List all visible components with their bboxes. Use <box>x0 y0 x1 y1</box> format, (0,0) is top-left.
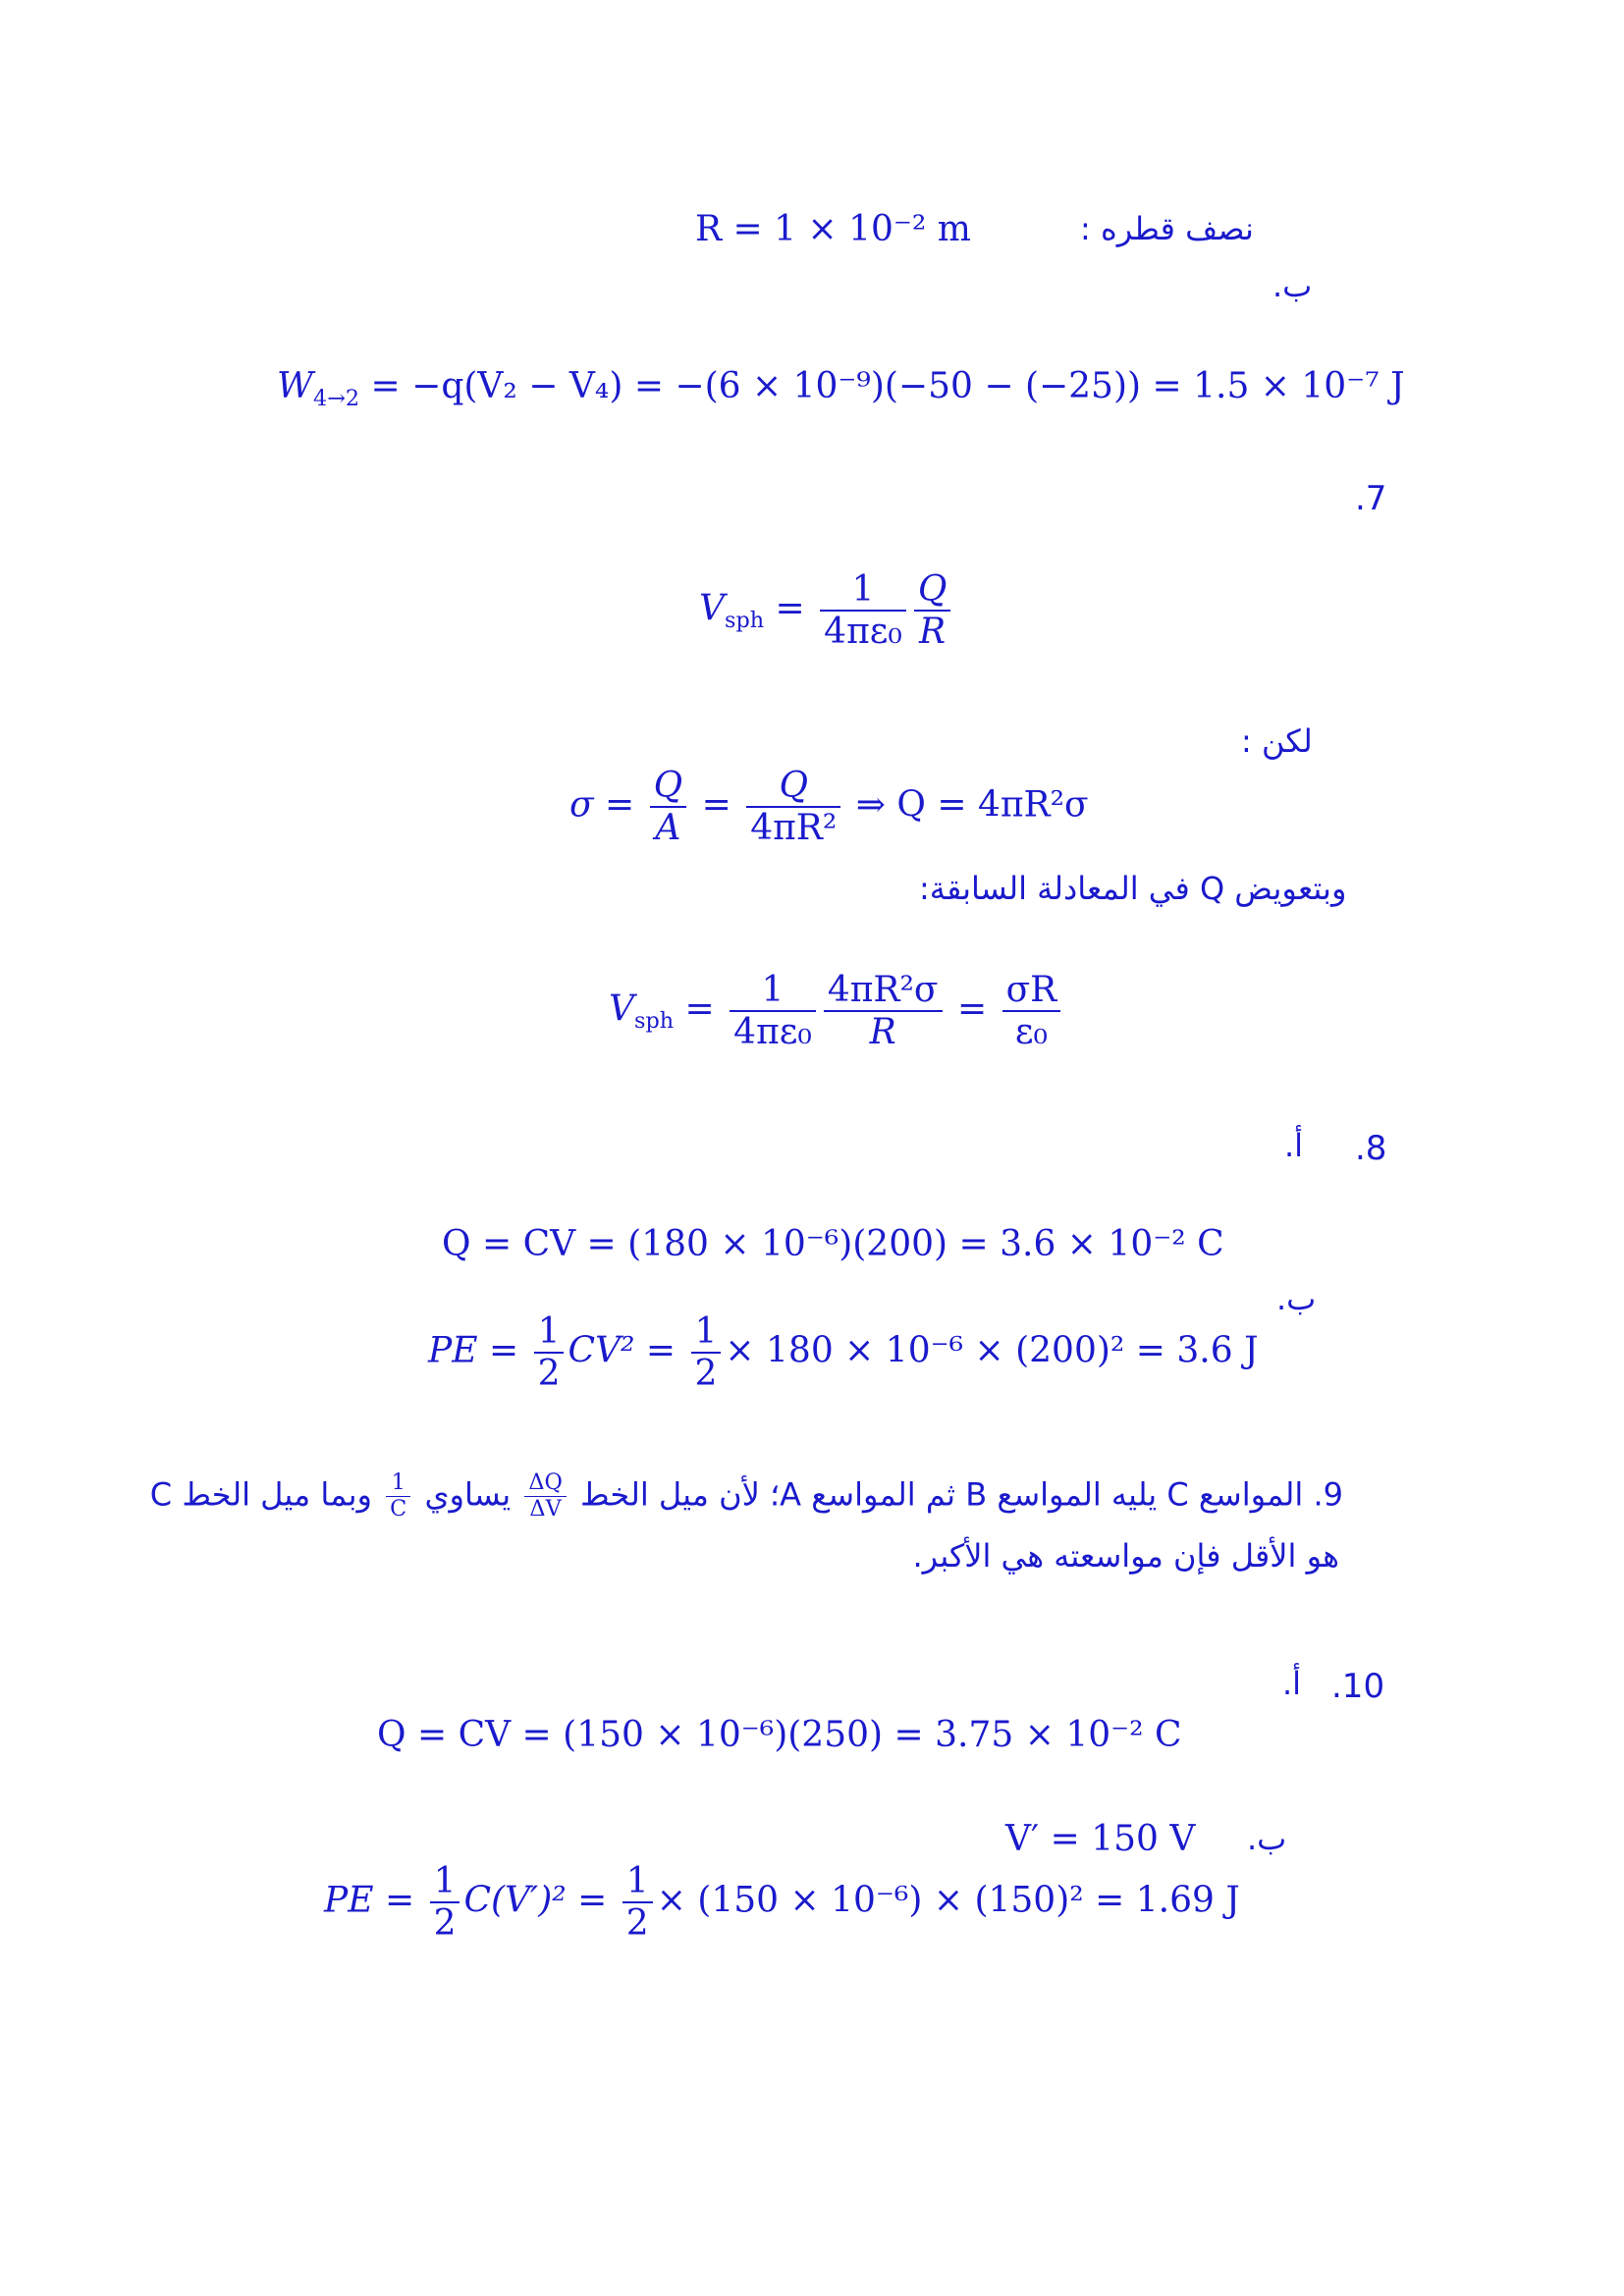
question-8-number: .8 <box>1355 1129 1387 1168</box>
q10-part-a-label: أ. <box>1282 1665 1302 1702</box>
q10-part-b-label: ب. <box>1247 1820 1287 1857</box>
q8-part-a-label: أ. <box>1284 1127 1304 1164</box>
question-10-number: .10 <box>1331 1667 1385 1706</box>
sigma-equation: σ = $\frac{Q}{A}$ = $\frac{Q}{\text{4πR²}}$ ⇒ Q = 4πR²σ <box>569 766 1089 849</box>
vsph-equation-2: $V_{sph}$ = $\frac{1}{\text{4πε₀}}$ $\frac{\text{4πR²σ}}{R}$ = $\frac{\sigma R}{\text{ε₀}}$ <box>609 970 1064 1053</box>
vsph-equation-1: $V_{sph}$ = $\frac{1}{\text{4πε₀}}$ $\frac{Q}{R}$ <box>699 569 954 653</box>
substitute-label: وبتعويض Q في المعادلة السابقة: <box>919 870 1347 907</box>
but-label: لكن : <box>1241 722 1313 760</box>
work-equation: $W_{4\to 2} = -q(V_2 - V_4) = -(6 \times 10^{-9})(-50 - (-25)) = 1.5 \times 10^{-7}$ J <box>277 366 1405 411</box>
radius-equation: R = 1 × 10⁻² m <box>695 209 971 249</box>
q8-part-b-label: ب. <box>1276 1280 1317 1317</box>
q10-charge-equation: Q = CV = (150 × 10⁻⁶)(250) = 3.75 × 10⁻² C <box>377 1715 1182 1755</box>
part-b-label: ب. <box>1272 267 1313 304</box>
q8-charge-equation: Q = CV = (180 × 10⁻⁶)(200) = 3.6 × 10⁻² C <box>442 1224 1224 1264</box>
q8-energy-equation: PE = $\frac{1}{2}$ CV² = $\frac{1}{2}$ × 180 × 10⁻⁶ × (200)² = 3.6 J <box>428 1311 1259 1395</box>
question-7-number: .7 <box>1355 479 1387 518</box>
q10-voltage-equation: V′ = 150 V <box>1005 1819 1196 1859</box>
radius-label: نصف قطره : <box>1080 210 1254 247</box>
q10-energy-equation: PE = $\frac{1}{2}$ C(V′)² = $\frac{1}{2}$ × (150 × 10⁻⁶) × (150)² = 1.69 J <box>324 1861 1240 1945</box>
q9-line-1: 9. المواسع C يليه المواسع B ثم المواسع A؛ لأن ميل الخط $\frac{\Delta Q}{\Delta V}$ يساوي $\frac{1}{C}$ وبما ميل الخط C <box>149 1469 1343 1522</box>
q9-line-2: هو الأقل فإن مواسعته هي الأكبر. <box>912 1537 1339 1575</box>
